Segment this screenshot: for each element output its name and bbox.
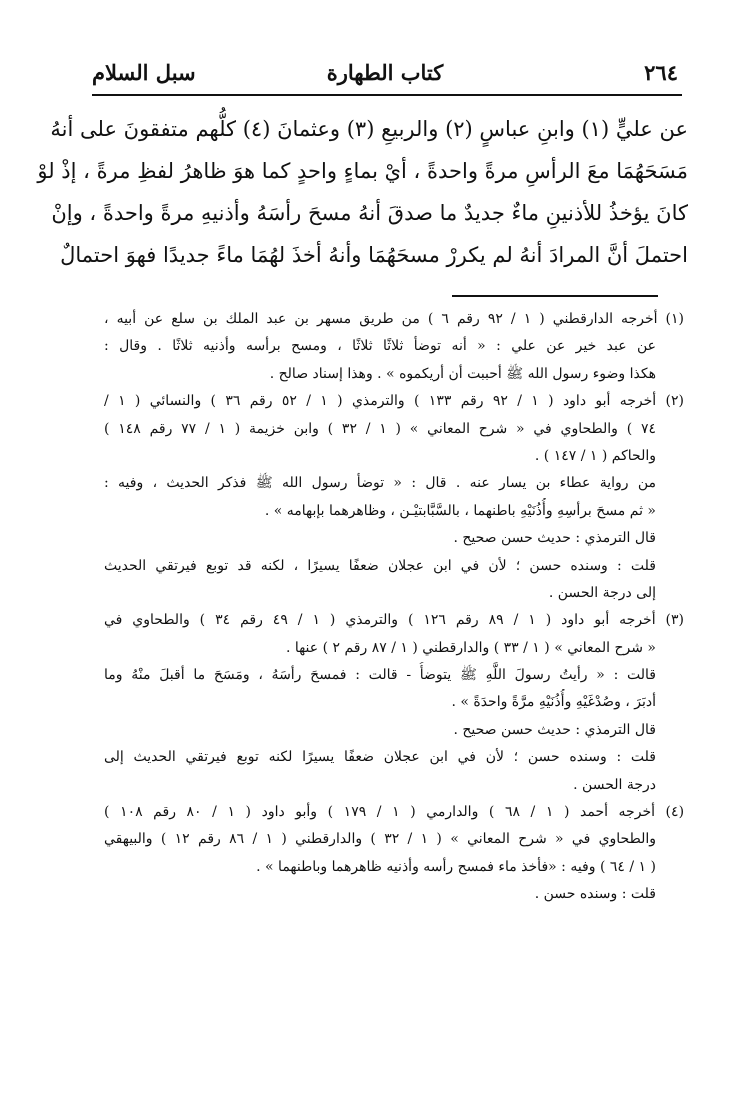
footnote-line: هكذا وضوء رسول الله ﷺ أحببت أن أريكموه » . وهذا إسناد صالح . [269,365,656,382]
footnote-line: (١) أخرجه الدارقطني ( ١ / ٩٢ رقم ٦ ) من طريق مسهر بن عبد الملك بن سلع عن أبيه ، [104,311,684,327]
footnote-line: درجة الحسن . [573,776,656,793]
footnote-divider [452,295,658,297]
main-text [37,108,688,276]
footnote-line: « ثم مسحَ برأسِهِ وأُذُنَيْهِ باطنهما ، بالسَّبَّابتيْـن ، وظاهرهما بإبهامه » . [264,502,656,519]
main-text-line: عن عليٍّ (١) وابنِ عباسٍ (٢) والربيعِ (٣) وعثمانَ (٤) كلُّهم متفقونَ على أنهُ [50,117,688,141]
footnote-line: « شرح المعاني » ( ١ / ٣٣ ) والدارقطني ( ١ / ٨٧ رقم ٢ ) عنها . [285,639,656,656]
series-title: سبل السلام [92,60,196,85]
footnote-line: (٣) أخرجه أبو داود ( ١ / ٨٩ رقم ١٢٦ ) والترمذي ( ١ / ٤٩ رقم ٣٤ ) والطحاوي في [104,612,684,629]
footnote-line: ٧٤ ) والطحاوي في « شرح المعاني » ( ١ / ٣٢ ) وابن خزيمة ( ١ / ٧٧ رقم ١٤٨ ) [104,420,657,437]
footnote-line: قالت : « رأيتُ رسولَ اللَّهِ ﷺ يتوضأُ - قالت : فمسحَ رأسَهُ ، ومَسَحَ ما أقبلَ منْهُ وما [104,667,656,684]
footnote-line: إلى درجة الحسن . [548,584,656,601]
footnote-line: قلت : وسنده حسن ؛ لأن في ابن عجلان ضعفًا يسيرًا ، لكنه قد توبع فيرتقي الحديث [104,557,656,574]
footnote-line: قال الترمذي : حديث حسن صحيح . [453,721,656,738]
book-title: كتاب الطهارة [326,60,444,85]
footnote-line: قال الترمذي : حديث حسن صحيح . [453,530,656,547]
footnote-line: ( ١ / ٦٤ ) وفيه : «فأخذ ماء فمسح رأسه وأذنيه ظاهرهما وباطنهما » . [256,858,656,875]
footnote-line: قلت : وسنده حسن . [534,886,656,903]
page-number: ٢٦٤ [644,60,678,85]
footnote-line: (٤) أخرجه أحمد ( ١ / ٦٨ ) والدارمي ( ١ / ١٧٩ ) وأبو داود ( ١ / ٨٠ رقم ١٠٨ ) [104,804,684,821]
footnote-line: (٢) أخرجه أبو داود ( ١ / ٩٢ رقم ١٣٣ ) والترمذي ( ١ / ٥٢ رقم ٣٦ ) والنسائي ( ١ / [104,393,684,410]
footnote-line: عن عبد خير عن علي : « أنه توضأ ثلاثًا ثلاثًا ، ومسح برأسه وأذنيه ثلاثًا . وقال : [104,338,656,355]
main-text-line: احتملَ أنَّ المرادَ أنهُ لم يكررْ مسحَهُمَا وأنهُ أخذَ لهُمَا ماءً جديدًا فهوَ احتمالٌ [60,243,688,267]
page-header [92,58,678,94]
main-text-line: مَسَحَهُمَا معَ الرأسِ مرةً واحدةً ، أيْ بماءٍ واحدٍ كما هوَ ظاهرُ لفظِ مرةً ، إذْ لوْ [37,159,688,183]
footnote-line: والحاكم ( ١ / ١٤٧ ) . [534,447,656,464]
footnote-line: قلت : وسنده حسن ؛ لأن في ابن عجلان ضعفًا يسيرًا لكنه توبع فيرتقي الحديث إلى [104,749,656,766]
main-text-line: كانَ يؤخذُ للأذنينِ ماءٌ جديدٌ ما صدقَ أنهُ مسحَ رأسَهُ وأذنيهِ مرةً واحدةً ، وإنْ [51,201,688,225]
footnote-line: والطحاوي في « شرح المعاني » ( ١ / ٣٢ ) والدارقطني ( ١ / ٨٦ رقم ١٢ ) والبيهقي [104,831,656,848]
footnote-line: من رواية عطاء بن يسار عنه . قال : « توضأ رسول الله ﷺ فذكر الحديث ، وفيه : [104,475,656,492]
footnotes [104,306,684,909]
footnote-line: أدبَرَ ، وصُدْغَيْهِ وأُذُنَيْهِ مرَّةً واحدَةً » . [451,694,656,711]
header-divider [92,94,682,96]
